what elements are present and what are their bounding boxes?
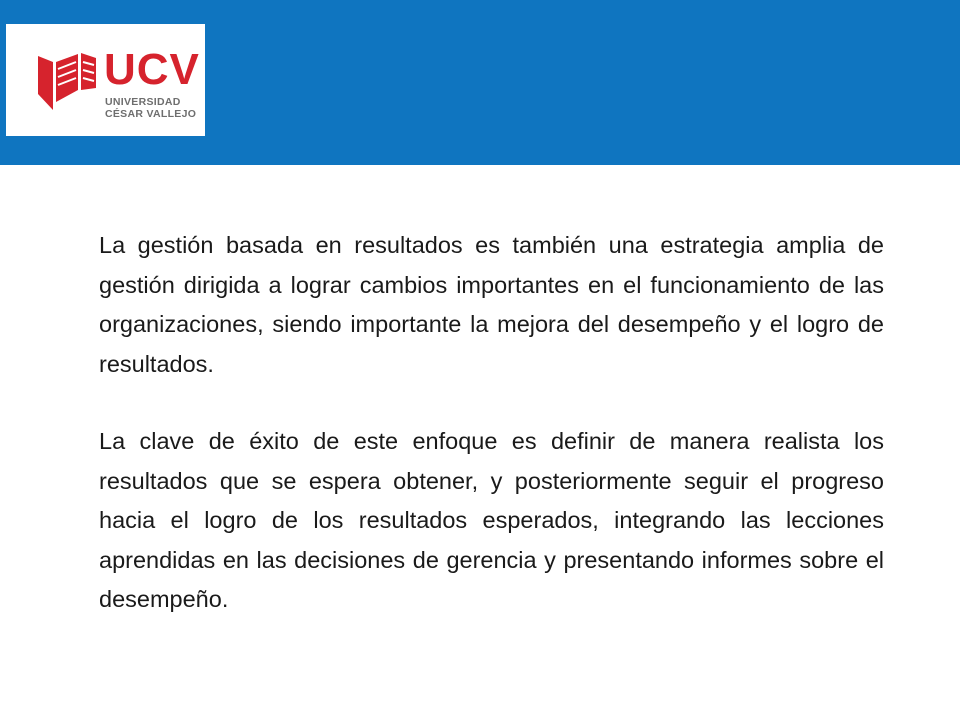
slide-body [99, 226, 884, 620]
paragraph-1: La gestión basada en resultados es también una estrategia amplia de gestión dirigida a lograr cambios importantes en el funcionamiento de las organizaciones, siendo importante la mejora del desempeño y el logro de resultados. [99, 232, 884, 377]
ucv-shield-icon [36, 50, 98, 112]
logo-acronym: UCV [104, 45, 200, 94]
header-band [0, 0, 960, 165]
paragraph-2: La clave de éxito de este enfoque es definir de manera realista los resultados que se espera obtener, y posteriormente seguir el progreso hacia el logro de los resultados esperados, integrando las lecciones aprendidas en las decisiones de gerencia y presentando informes sobre el desempeño. [99, 428, 884, 612]
logo-university-line: UNIVERSIDAD [105, 96, 181, 108]
university-logo [6, 24, 205, 136]
logo-name-line: CÉSAR VALLEJO [105, 108, 197, 120]
